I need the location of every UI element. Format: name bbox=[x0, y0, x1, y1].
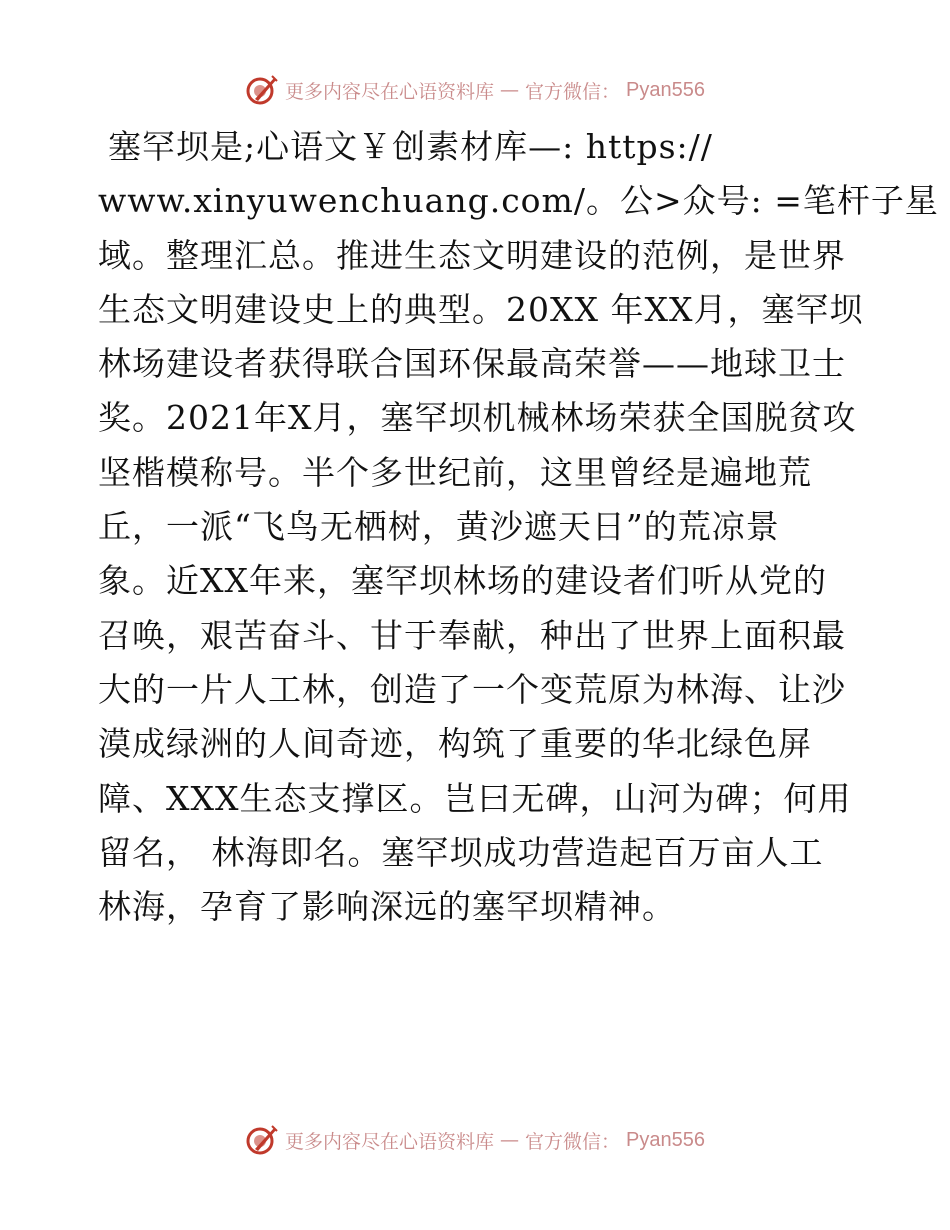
body-line: 丘，一派“飞鸟无栖树，黄沙遮天日”的荒凉景 bbox=[98, 507, 780, 547]
body-line: 奖。2021年X月，塞罕坝机械林场荣获全国脱贫攻 bbox=[98, 398, 857, 438]
body-line: 大的一片人工林，创造了一个变荒原为林海、让沙 bbox=[98, 669, 846, 709]
banner-contact-label: 官方微信： bbox=[525, 1130, 621, 1153]
body-line: 林场建设者获得联合国环保最高荣誉——地球卫士 bbox=[98, 344, 846, 384]
banner-wechat-id: Pyan556 bbox=[626, 78, 705, 101]
body-line: 生态文明建设史上的典型。20XX 年XX月，塞罕坝 bbox=[98, 289, 864, 329]
footer-banner bbox=[0, 1120, 950, 1160]
banner-separator: — bbox=[500, 79, 520, 101]
body-line: 象。近XX年来，塞罕坝林场的建设者们听从党的 bbox=[98, 561, 827, 601]
banner-separator: — bbox=[500, 1129, 520, 1151]
brush-pen-logo-icon bbox=[245, 1123, 279, 1157]
body-line: www.xinyuwenchuang.com/。公>众号: =笔杆子星 bbox=[98, 181, 939, 221]
body-line: 留名， 林海即名。塞罕坝成功营造起百万亩人工 bbox=[98, 832, 824, 872]
banner-title: 更多内容尽在心语资料库 bbox=[285, 1130, 495, 1153]
body-line: 障、XXX生态支撑区。岂曰无碑，山河为碑；何用 bbox=[98, 778, 852, 818]
body-line: 漠成绿洲的人间奇迹，构筑了重要的华北绿色屏 bbox=[98, 724, 812, 764]
banner-wechat-id: Pyan556 bbox=[626, 1128, 705, 1151]
brush-pen-logo-icon bbox=[245, 73, 279, 107]
banner-title: 更多内容尽在心语资料库 bbox=[285, 80, 495, 103]
banner-contact-label: 官方微信： bbox=[525, 80, 621, 103]
body-line: 域。整理汇总。推进生态文明建设的范例，是世界 bbox=[98, 235, 846, 275]
body-line: 召唤，艰苦奋斗、甘于奉献，种出了世界上面积最 bbox=[98, 615, 846, 655]
body-line: 塞罕坝是;心语文￥创素材库—: https:// bbox=[108, 127, 713, 166]
body-line: 坚楷模称号。半个多世纪前，这里曾经是遍地荒 bbox=[98, 452, 812, 492]
body-line: 林海，孕育了影响深远的塞罕坝精神。 bbox=[98, 887, 676, 927]
header-banner bbox=[0, 70, 950, 110]
document-body bbox=[98, 120, 939, 934]
